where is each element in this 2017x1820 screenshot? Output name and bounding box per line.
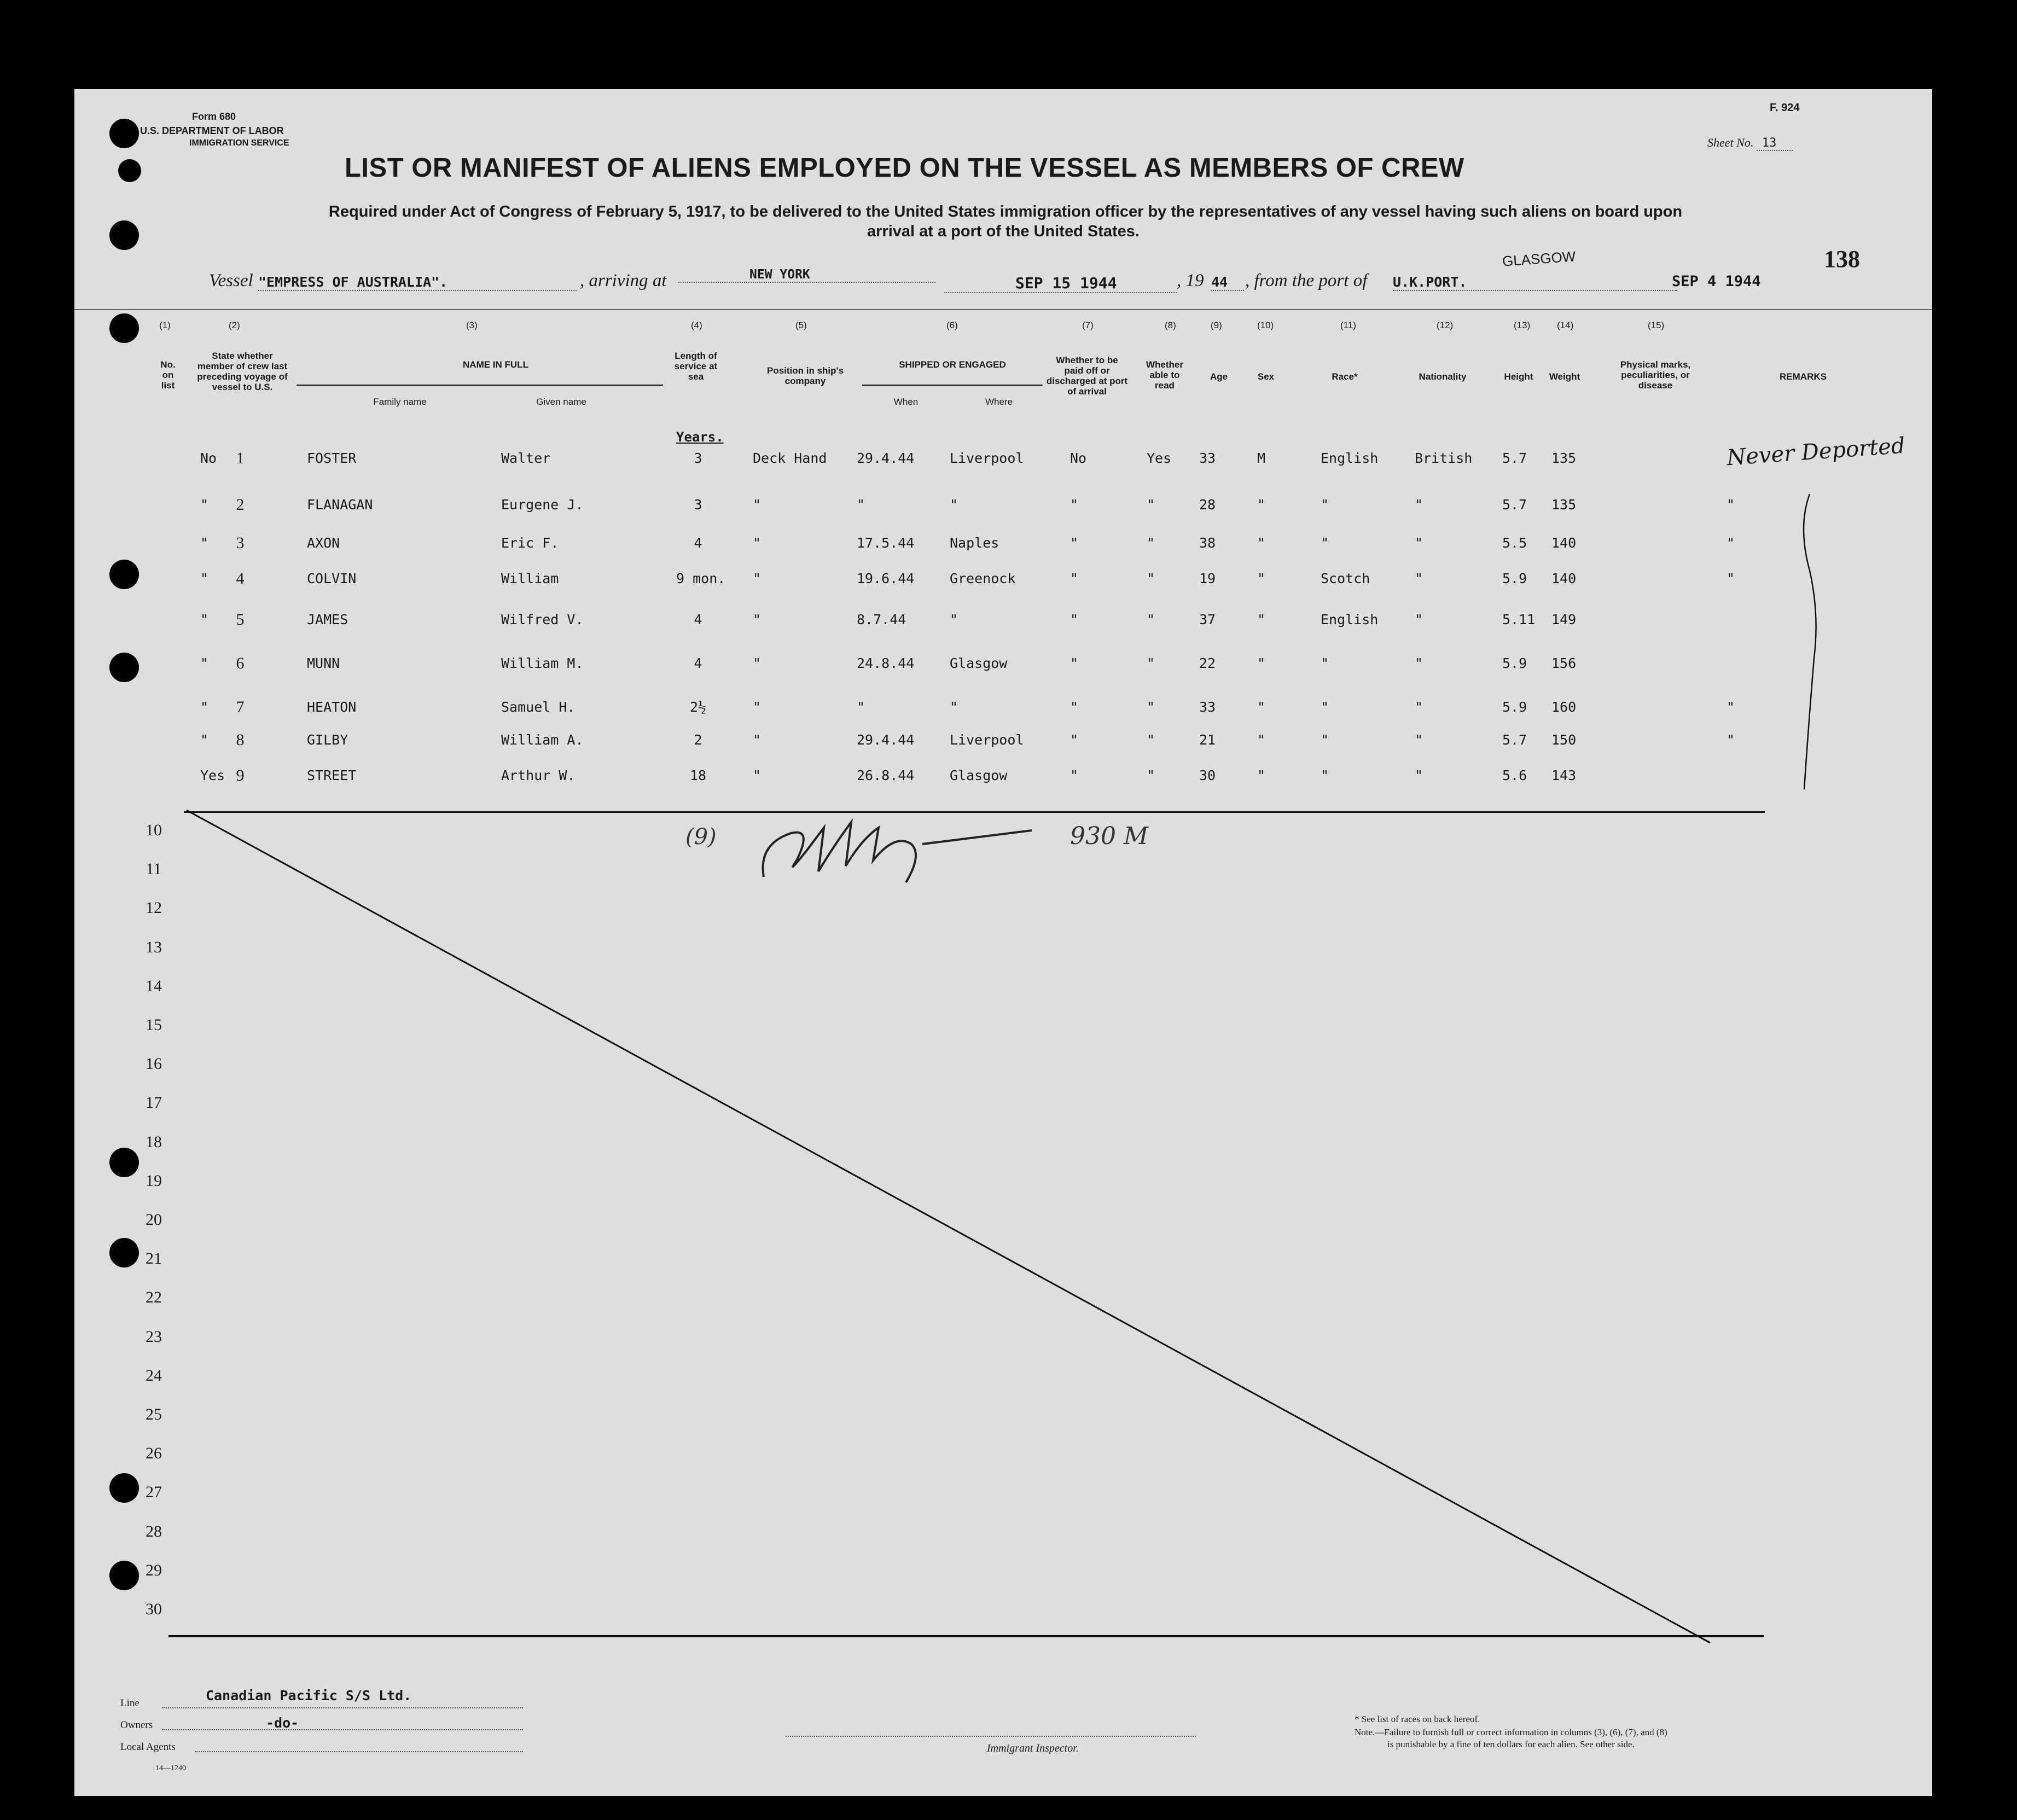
col-num-15: (15) xyxy=(1648,320,1665,330)
age-cell: 30 xyxy=(1199,767,1216,783)
family-name-cell: FOSTER xyxy=(307,450,357,466)
inspector-label: Immigrant Inspector. xyxy=(987,1742,1079,1754)
prev-voyage-cell: Yes xyxy=(200,767,225,783)
height-cell: 5.7 xyxy=(1502,732,1527,748)
paid-off-cell: " xyxy=(1070,655,1079,671)
department: U.S. DEPARTMENT OF LABOR xyxy=(140,125,284,136)
form-code: 14—1240 xyxy=(155,1764,186,1772)
penalty-note-2: is punishable by a fine of ten dollars for each alien. See other side. xyxy=(1387,1739,1635,1749)
col-header-when: When xyxy=(893,397,919,407)
prev-voyage-cell: " xyxy=(200,732,209,748)
position-cell: " xyxy=(753,732,762,748)
col-header-previous-voyage: State whether member of crew last preceding voyage of vessel to U.S. xyxy=(197,351,288,392)
inspector-rule xyxy=(786,1736,1196,1737)
col-header-race: Race* xyxy=(1332,371,1358,382)
age-cell: 22 xyxy=(1199,655,1216,671)
prev-voyage-cell: " xyxy=(200,571,209,586)
crew-count-note: (9) xyxy=(685,824,717,850)
family-name-cell: STREET xyxy=(307,767,357,783)
years-header: Years. xyxy=(676,429,724,445)
race-cell: " xyxy=(1321,535,1329,551)
nationality-cell: British xyxy=(1415,450,1473,466)
departure-date: SEP 4 1944 xyxy=(1672,273,1761,290)
shipped-when-cell: 17.5.44 xyxy=(857,535,915,551)
weight-cell: 150 xyxy=(1551,732,1577,748)
row-number: 1 xyxy=(236,449,245,467)
col-header-age: Age xyxy=(1210,371,1228,382)
col-header-sex: Sex xyxy=(1257,371,1275,382)
service-length-cell: 3 xyxy=(694,497,702,513)
row-number: 5 xyxy=(236,610,245,629)
sex-cell: " xyxy=(1257,535,1266,551)
position-cell: " xyxy=(753,612,762,627)
col-header-name-in-full: NAME IN FULL xyxy=(463,359,528,370)
family-name-cell: JAMES xyxy=(307,612,348,627)
prev-voyage-cell: " xyxy=(200,535,209,551)
remarks-cell: " xyxy=(1727,535,1735,551)
service-length-cell: 4 xyxy=(694,655,702,671)
height-cell: 5.5 xyxy=(1502,535,1527,551)
empty-row-number: 27 xyxy=(146,1483,162,1501)
prev-voyage-cell: No xyxy=(200,450,217,466)
year: 44 xyxy=(1211,274,1244,291)
shipped-when-cell: 8.7.44 xyxy=(857,612,906,627)
shipped-where-cell: Glasgow xyxy=(950,655,1008,671)
vessel-name: "EMPRESS OF AUSTRALIA". xyxy=(258,274,577,291)
empty-row-number: 22 xyxy=(146,1288,162,1306)
service-length-cell: 2½ xyxy=(689,699,707,715)
empty-row-number: 14 xyxy=(146,977,162,995)
service-length-cell: 18 xyxy=(689,767,707,783)
col-header-nationality: Nationality xyxy=(1419,371,1467,382)
age-cell: 37 xyxy=(1199,612,1216,627)
age-cell: 19 xyxy=(1199,571,1216,586)
position-cell: " xyxy=(753,497,762,513)
family-name-cell: AXON xyxy=(307,535,340,551)
subtitle-line-2: arrival at a port of the United States. xyxy=(867,223,1140,240)
height-cell: 5.9 xyxy=(1502,655,1527,671)
col-header-where: Where xyxy=(985,397,1013,407)
arriving-port: NEW YORK xyxy=(678,268,935,283)
given-name-cell: William A. xyxy=(501,732,584,748)
col-header-weight: Weight xyxy=(1549,371,1580,382)
nationality-cell: " xyxy=(1415,699,1423,715)
shipped-where-cell: Naples xyxy=(950,535,999,551)
owners-label: Owners xyxy=(120,1719,153,1731)
col-header-physical-marks: Physical marks, peculiarities, or disease xyxy=(1620,359,1691,391)
row-number: 2 xyxy=(236,496,245,514)
family-name-cell: COLVIN xyxy=(307,571,357,586)
col-num-11: (11) xyxy=(1340,320,1356,330)
from-port: U.K.PORT. xyxy=(1393,274,1677,291)
col-header-position: Position in ship's company xyxy=(766,365,844,386)
able-to-read-cell: " xyxy=(1147,767,1155,783)
shipped-when-cell: 29.4.44 xyxy=(857,732,915,748)
col-num-6: (6) xyxy=(946,320,958,330)
remarks-cell: " xyxy=(1727,732,1735,748)
height-cell: 5.7 xyxy=(1502,497,1527,513)
empty-row-number: 15 xyxy=(146,1016,162,1034)
remarks-cell: " xyxy=(1727,699,1735,715)
subtitle-line-1: Required under Act of Congress of February 5, 1917, to be delivered to the United States immigration officer by the representatives of any vessel having such aliens on board upon xyxy=(328,203,1683,220)
able-to-read-cell: " xyxy=(1147,535,1155,551)
age-cell: 28 xyxy=(1199,497,1216,513)
empty-row-number: 28 xyxy=(146,1522,162,1540)
paid-off-cell: " xyxy=(1070,732,1079,748)
agents-label: Local Agents xyxy=(120,1741,176,1753)
able-to-read-cell: " xyxy=(1147,732,1155,748)
f-number: F. 924 xyxy=(1770,102,1800,114)
given-name-cell: Walter xyxy=(501,450,551,466)
service-length-cell: 9 mon. xyxy=(676,571,726,586)
given-name-cell: Arthur W. xyxy=(501,767,576,783)
col-num-13: (13) xyxy=(1514,320,1531,330)
empty-row-number: 23 xyxy=(146,1328,162,1346)
able-to-read-cell: Yes xyxy=(1147,450,1172,466)
sex-cell: " xyxy=(1257,497,1266,513)
empty-row-number: 16 xyxy=(146,1055,162,1073)
manifest-sheet xyxy=(74,89,1932,1796)
shipped-when-cell: " xyxy=(857,497,865,513)
weight-cell: 143 xyxy=(1551,767,1577,783)
shipped-when-cell: 26.8.44 xyxy=(857,767,915,783)
family-name-cell: GILBY xyxy=(307,732,348,748)
position-cell: " xyxy=(753,655,762,671)
prev-voyage-cell: " xyxy=(200,497,209,513)
paid-off-cell: " xyxy=(1070,571,1079,586)
remarks-cell: " xyxy=(1727,497,1735,513)
col-header-remarks: REMARKS xyxy=(1780,371,1827,382)
race-cell: English xyxy=(1321,612,1379,627)
weight-cell: 140 xyxy=(1551,535,1577,551)
sex-cell: M xyxy=(1257,450,1266,466)
row-number: 9 xyxy=(236,766,245,784)
given-name-cell: William xyxy=(501,571,559,586)
shipped-where-cell: Greenock xyxy=(950,571,1016,586)
shipped-where-cell: " xyxy=(950,612,958,627)
col-num-1: (1) xyxy=(159,320,171,330)
cancellation-line xyxy=(74,89,1932,1796)
race-cell: " xyxy=(1321,699,1329,715)
family-name-cell: FLANAGAN xyxy=(307,497,373,513)
family-name-cell: HEATON xyxy=(307,699,357,715)
row-number: 7 xyxy=(236,698,245,716)
paid-off-cell: " xyxy=(1070,699,1079,715)
col-header-shipped-or-engaged: SHIPPED OR ENGAGED xyxy=(899,359,1006,370)
row-number: 3 xyxy=(236,534,245,552)
line-rule xyxy=(162,1707,523,1708)
service: IMMIGRATION SERVICE xyxy=(189,138,289,148)
year-label: , 19 xyxy=(1177,271,1204,290)
able-to-read-cell: " xyxy=(1147,699,1155,715)
weight-cell: 135 xyxy=(1551,497,1577,513)
service-length-cell: 2 xyxy=(694,732,702,748)
owners-value: -do- xyxy=(266,1715,299,1731)
line-label: Line xyxy=(120,1697,139,1709)
weight-cell: 135 xyxy=(1551,450,1577,466)
service-length-cell: 3 xyxy=(694,450,702,466)
race-cell: Scotch xyxy=(1321,571,1370,586)
position-cell: " xyxy=(753,767,762,783)
sheet-number: 13 xyxy=(1757,136,1793,151)
able-to-read-cell: " xyxy=(1147,497,1155,513)
empty-row-number: 24 xyxy=(146,1367,162,1385)
able-to-read-cell: " xyxy=(1147,571,1155,586)
position-cell: " xyxy=(753,571,762,586)
height-cell: 5.9 xyxy=(1502,699,1527,715)
age-cell: 33 xyxy=(1199,450,1216,466)
weight-cell: 160 xyxy=(1551,699,1577,715)
shipped-when-cell: 19.6.44 xyxy=(857,571,915,586)
sheet-label-text: Sheet No. xyxy=(1707,136,1754,149)
height-cell: 5.9 xyxy=(1502,571,1527,586)
given-name-cell: Wilfred V. xyxy=(501,612,584,627)
empty-row-number: 20 xyxy=(146,1211,162,1229)
race-cell: English xyxy=(1321,450,1379,466)
col-header-height: Height xyxy=(1504,371,1533,382)
shipped-where-cell: " xyxy=(950,699,958,715)
col-num-8: (8) xyxy=(1165,320,1176,330)
service-length-cell: 4 xyxy=(694,612,702,627)
sex-cell: " xyxy=(1257,767,1266,783)
nationality-cell: " xyxy=(1415,535,1423,551)
col-num-2: (2) xyxy=(229,320,240,330)
col-header-length-of-service: Length of service at sea xyxy=(674,351,718,382)
remarks-cell: Never Deported xyxy=(1725,433,1906,471)
paid-off-cell: " xyxy=(1070,612,1079,627)
height-cell: 5.6 xyxy=(1502,767,1527,783)
nationality-cell: " xyxy=(1415,612,1423,627)
race-cell: " xyxy=(1321,655,1329,671)
line-value: Canadian Pacific S/S Ltd. xyxy=(206,1688,412,1703)
age-cell: 33 xyxy=(1199,699,1216,715)
col-header-able-to-read: Whether able to read xyxy=(1146,359,1183,391)
able-to-read-cell: " xyxy=(1147,655,1155,671)
row-number: 6 xyxy=(236,654,245,672)
nationality-cell: " xyxy=(1415,732,1423,748)
races-note: * See list of races on back hereof. xyxy=(1355,1714,1480,1724)
vessel-label: Vessel xyxy=(209,271,253,290)
remarks-cell: " xyxy=(1727,571,1735,586)
row-number: 8 xyxy=(236,731,245,749)
empty-row-number: 13 xyxy=(146,938,162,956)
age-cell: 38 xyxy=(1199,535,1216,551)
weight-cell: 156 xyxy=(1551,655,1577,671)
agents-rule xyxy=(195,1751,523,1752)
sex-cell: " xyxy=(1257,732,1266,748)
col-num-14: (14) xyxy=(1557,320,1574,330)
col-header-paid-off: Whether to be paid off or discharged at port of arrival xyxy=(1046,355,1128,397)
given-name-cell: Eurgene J. xyxy=(501,497,584,513)
position-cell: " xyxy=(753,535,762,551)
prev-voyage-cell: " xyxy=(200,699,209,715)
empty-row-number: 25 xyxy=(146,1405,162,1423)
shipped-where-cell: Liverpool xyxy=(950,732,1024,748)
given-name-cell: Eric F. xyxy=(501,535,559,551)
age-cell: 21 xyxy=(1199,732,1216,748)
inspector-signature xyxy=(747,811,1032,888)
race-cell: " xyxy=(1321,767,1329,783)
sex-cell: " xyxy=(1257,612,1266,627)
from-port-handwritten: GLASGOW xyxy=(1502,248,1577,270)
col-num-9: (9) xyxy=(1211,320,1222,330)
position-cell: " xyxy=(753,699,762,715)
penalty-note-1: Note.—Failure to furnish full or correct information in columns (3), (6), (7), and (8) xyxy=(1355,1727,1667,1737)
col-num-5: (5) xyxy=(795,320,807,330)
owners-rule xyxy=(162,1729,523,1730)
empty-row-number: 12 xyxy=(146,899,162,917)
race-cell: " xyxy=(1321,732,1329,748)
empty-row-number: 29 xyxy=(146,1561,162,1579)
col-header-given-name: Given name xyxy=(536,397,586,407)
sex-cell: " xyxy=(1257,655,1266,671)
page-stamp: 138 xyxy=(1824,246,1860,272)
paid-off-cell: " xyxy=(1070,497,1079,513)
shipped-when-cell: " xyxy=(857,699,865,715)
shipped-when-cell: 29.4.44 xyxy=(857,450,915,466)
shipped-where-cell: Liverpool xyxy=(950,450,1024,466)
paid-off-cell: " xyxy=(1070,535,1079,551)
empty-row-number: 21 xyxy=(146,1249,162,1267)
empty-row-number: 17 xyxy=(146,1094,162,1112)
shipped-when-cell: 24.8.44 xyxy=(857,655,915,671)
col-header-no: No. on list xyxy=(160,359,176,391)
given-name-cell: William M. xyxy=(501,655,584,671)
empty-row-number: 19 xyxy=(146,1172,162,1190)
nationality-cell: " xyxy=(1415,767,1423,783)
nationality-cell: " xyxy=(1415,571,1423,586)
arrival-date: SEP 15 1944 xyxy=(944,274,1177,293)
nationality-cell: " xyxy=(1415,497,1423,513)
prev-voyage-cell: " xyxy=(200,655,209,671)
page-title: LIST OR MANIFEST OF ALIENS EMPLOYED ON THE VESSEL AS MEMBERS OF CREW xyxy=(345,153,1464,183)
nationality-cell: " xyxy=(1415,655,1423,671)
prev-voyage-cell: " xyxy=(200,612,209,627)
col-header-family-name: Family name xyxy=(373,397,427,407)
able-to-read-cell: " xyxy=(1147,612,1155,627)
arriving-label: , arriving at xyxy=(580,271,667,290)
shipped-where-cell: " xyxy=(950,497,958,513)
height-cell: 5.11 xyxy=(1502,612,1536,627)
row-number: 4 xyxy=(236,569,245,588)
col-num-3: (3) xyxy=(466,320,478,330)
col-num-12: (12) xyxy=(1437,320,1454,330)
empty-row-number: 30 xyxy=(146,1600,162,1618)
shipped-where-cell: Glasgow xyxy=(950,767,1008,783)
empty-row-number: 26 xyxy=(146,1444,162,1462)
col-num-7: (7) xyxy=(1082,320,1094,330)
empty-row-number: 11 xyxy=(146,860,162,878)
weight-cell: 140 xyxy=(1551,571,1577,586)
empty-row-number: 10 xyxy=(146,821,162,839)
time-note: 930 M xyxy=(1070,822,1149,850)
given-name-cell: Samuel H. xyxy=(501,699,576,715)
service-length-cell: 4 xyxy=(694,535,702,551)
empty-row-number: 18 xyxy=(146,1133,162,1151)
form-number: Form 680 xyxy=(192,111,236,122)
weight-cell: 149 xyxy=(1551,612,1577,627)
from-label: , from the port of xyxy=(1245,271,1368,290)
family-name-cell: MUNN xyxy=(307,655,340,671)
race-cell: " xyxy=(1321,497,1329,513)
position-cell: Deck Hand xyxy=(753,450,827,466)
paid-off-cell: " xyxy=(1070,767,1079,783)
height-cell: 5.7 xyxy=(1502,450,1527,466)
paid-off-cell: No xyxy=(1070,450,1087,466)
sex-cell: " xyxy=(1257,571,1266,586)
col-num-4: (4) xyxy=(691,320,702,330)
col-num-10: (10) xyxy=(1257,320,1274,330)
sex-cell: " xyxy=(1257,699,1266,715)
